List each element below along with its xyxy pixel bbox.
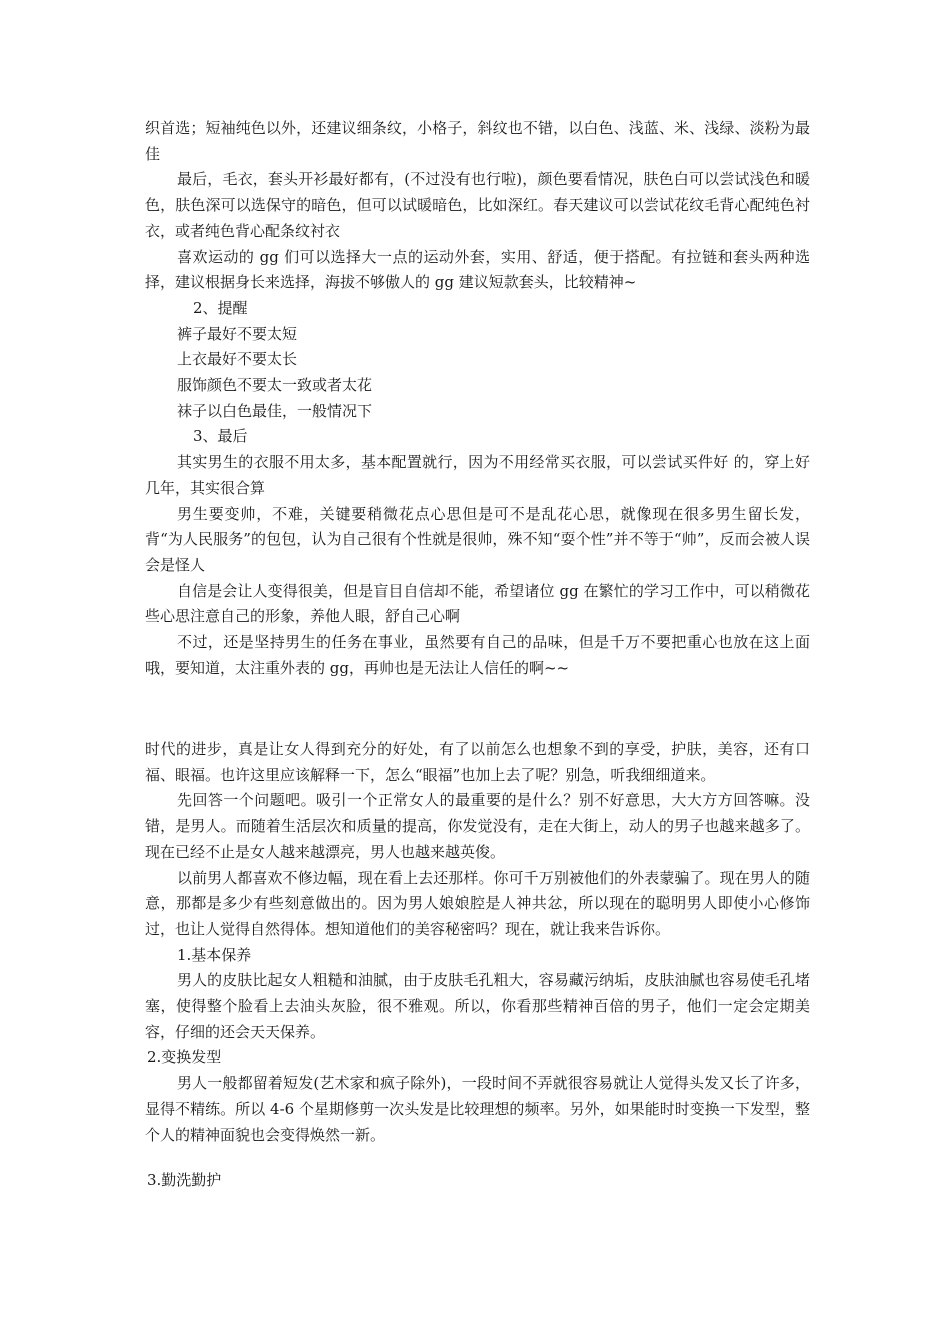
heading-basic-care: 1.基本保养	[177, 945, 252, 964]
paragraph: 喜欢运动的 gg 们可以选择大一点的运动外套，实用、舒适，便于搭配。有拉链和套头两种选择，建议根据身长来选择，海拔不够傲人的 gg 建议短款套头，比较精神~	[145, 247, 810, 292]
section-clothing-advice	[145, 116, 810, 681]
list-item: 服饰颜色不要太一致或者太花	[177, 376, 373, 395]
list-item: 上衣最好不要太长	[177, 350, 298, 369]
list-item: 袜子以白色最佳，一般情况下	[177, 401, 373, 420]
paragraph: 男人一般都留着短发(艺术家和疯子除外)，一段时间不弄就很容易就让人觉得头发又长了许多，显得不精练。所以 4-6 个星期修剪一次头发是比较理想的频率。另外，如果能时时变换一下发型，整个人的精神面貌也会变得焕然一新。	[145, 1074, 810, 1144]
paragraph: 其实男生的衣服不用太多，基本配置就行，因为不用经常买衣服，可以尝试买件好 的，穿上好几年，其实很合算	[145, 453, 810, 497]
paragraph: 先回答一个问题吧。吸引一个正常女人的最重要的是什么？别不好意思，大大方方回答嘛。没错，是男人。而随着生活层次和质量的提高，你发觉没有，走在大街上，动人的男子也越来越多了。现在已经不止是女人越来越漂亮，男人也越来越英俊。	[145, 791, 810, 861]
paragraph: 织首选；短袖纯色以外，还建议细条纹，小格子，斜纹也不错，以白色、浅蓝、米、浅绿、淡粉为最佳	[145, 119, 810, 163]
list-item: 裤子最好不要太短	[177, 324, 298, 343]
heading-finally: 3、最后	[193, 427, 248, 446]
spacer	[145, 1148, 810, 1168]
paragraph: 以前男人都喜欢不修边幅，现在看上去还那样。你可千万别被他们的外表蒙骗了。现在男人的随意，那都是多少有些刻意做出的。因为男人娘娘腔是人神共忿，所以现在的聪明男人即使小心修饰过，也让人觉得自然得体。想知道他们的美容秘密吗？现在，就让我来告诉你。	[145, 868, 810, 938]
section-male-grooming	[145, 737, 810, 1194]
paragraph: 不过，还是坚持男生的任务在事业，虽然要有自己的品味，但是千万不要把重心也放在这上面哦，要知道，太注重外表的 gg，再帅也是无法让人信任的啊~~	[145, 633, 810, 677]
paragraph: 男生要变帅，不难，关键要稍微花点心思但是可不是乱花心思，就像现在很多男生留长发，背“为人民服务”的包包，认为自己很有个性就是很帅，殊不知“耍个性”并不等于“帅”，反而会被人误会是怪人	[145, 504, 810, 574]
heading-wash-care: 3.勤洗勤护	[147, 1171, 222, 1190]
paragraph: 男人的皮肤比起女人粗糙和油腻，由于皮肤毛孔粗大，容易藏污纳垢，皮肤油腻也容易使毛孔堵塞，使得整个脸看上去油头灰脸，很不雅观。所以，你看那些精神百倍的男子，他们一定会定期美容，仔细的还会天天保养。	[145, 971, 810, 1041]
paragraph: 时代的进步，真是让女人得到充分的好处，有了以前怎么也想象不到的享受，护肤，美容，还有口福、眼福。也许这里应该解释一下，怎么“眼福”也加上去了呢？别急，听我细细道来。	[145, 740, 810, 784]
heading-reminder: 2、提醒	[193, 298, 248, 317]
paragraph: 自信是会让人变得很美，但是盲目自信却不能，希望诸位 gg 在繁忙的学习工作中，可以稍微花些心思注意自己的形象，养他人眼，舒自己心啊	[145, 581, 810, 626]
heading-hairstyle: 2.变换发型	[147, 1048, 222, 1067]
paragraph: 最后，毛衣，套头开衫最好都有，(不过没有也行啦)，颜色要看情况，肤色白可以尝试浅色和暖色，肤色深可以选保守的暗色，但可以试暖暗色，比如深红。春天建议可以尝试花纹毛背心配纯色衬衣，或者纯色背心配条纹衬衣	[145, 170, 810, 240]
